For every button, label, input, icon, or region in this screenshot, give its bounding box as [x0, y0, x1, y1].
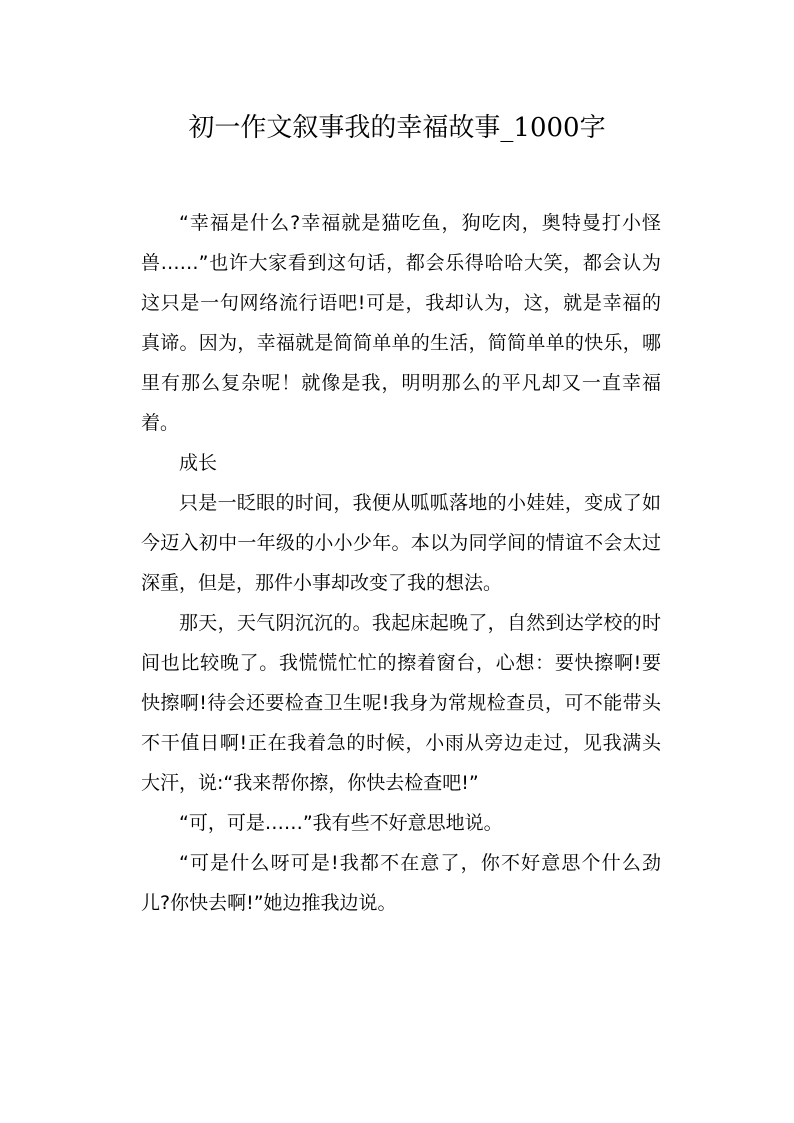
document-body: [141, 203, 661, 923]
paragraph-that-day: 那天，天气阴沉沉的。我起床起晚了，自然到达学校的时间也比较晚了。我慌慌忙忙的擦着窗台，心想：要快擦啊!要快擦啊!待会还要检查卫生呢!我身为常规检查员，可不能带头不干值日啊!正在我着急的时候，小雨从旁边走过，见我满头大汗，说:“我来帮你擦，你快去检查吧!”: [141, 612, 661, 794]
paragraph-growth: 只是一眨眼的时间，我便从呱呱落地的小娃娃，变成了如今迈入初中一年级的小小少年。本以为同学间的情谊不会太过深重，但是，那件小事却改变了我的想法。: [141, 492, 661, 594]
paragraph-dialogue-2: “可是什么呀可是!我都不在意了，你不好意思个什么劲儿?你快去啊!”她边推我边说。: [141, 852, 661, 914]
section-heading-growth: 成长: [179, 452, 218, 474]
paragraph-intro: “幸福是什么?幸福就是猫吃鱼，狗吃肉，奥特曼打小怪兽……”也许大家看到这句话，都会乐得哈哈大笑，都会认为这只是一句网络流行语吧!可是，我却认为，这，就是幸福的真谛。因为，幸福就是简简单单的生活，简简单单的快乐，哪里有那么复杂呢！就像是我，明明那么的平凡却又一直幸福着。: [141, 212, 661, 434]
document-title: 初一作文叙事我的幸福故事_1000字: [188, 113, 606, 143]
paragraph-dialogue-1: “可，可是……”我有些不好意思地说。: [179, 812, 503, 834]
